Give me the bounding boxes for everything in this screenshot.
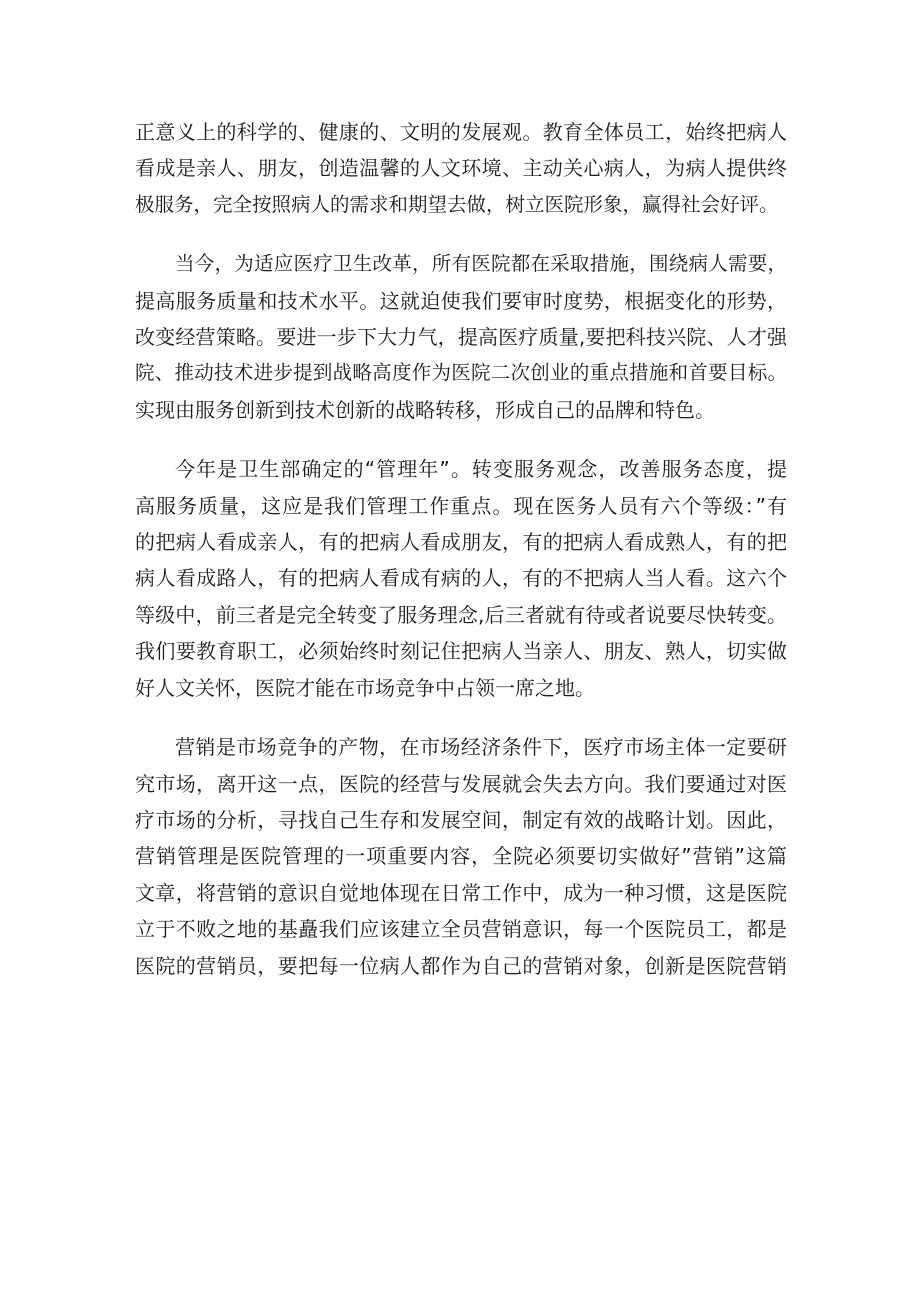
text-line: 我们要教育职工，必须始终时刻记住把病人当亲人、朋友、熟人，切实做	[135, 639, 787, 664]
text-line: 改变经营策略。要进一步下大力气，提高医疗质量,要把科技兴院、人才强	[135, 325, 787, 350]
text-line: 文章，将营销的意识自觉地体现在日常工作中，成为一种习惯，这是医院	[135, 880, 787, 905]
text-line: 当今，为适应医疗卫生改革，所有医院都在采取措施，围绕病人需要，	[175, 252, 787, 276]
paragraph-3	[135, 451, 787, 706]
text-line: 立于不败之地的基矗我们应该建立全员营销意识，每一个医院员工，都是	[135, 917, 787, 942]
text-line: 究市场，离开这一点，医院的经营与发展就会失去方向。我们要通过对医	[135, 771, 787, 796]
text-line: 医院的营销员，要把每一位病人都作为自己的营销对象，创新是医院营销	[135, 953, 787, 978]
paragraph-4	[135, 729, 787, 984]
text-line: 正意义上的科学的、健康的、文明的发展观。教育全体员工，始终把病人	[135, 120, 787, 144]
text-line: 实现由服务创新到技术创新的战略转移，形成自己的品牌和特色。	[135, 397, 715, 422]
text-line: 病人看成路人，有的把病人看成有病的人，有的不把病人当人看。这六个	[135, 566, 787, 591]
text-line: 好人文关怀，医院才能在市场竞争中占领一席之地。	[135, 675, 595, 700]
text-line: 极服务，完全按照病人的需求和期望去做，树立医院形象，赢得社会好评。	[135, 192, 779, 216]
text-line: 提高服务质量和技术水平。这就迫使我们要审时度势，根据变化的形势，	[135, 288, 787, 313]
text-line: 疗市场的分析，寻找自己生存和发展空间，制定有效的战略计划。因此，	[135, 807, 787, 832]
text-line: 的把病人看成亲人，有的把病人看成朋友，有的把病人看成熟人，有的把	[135, 530, 787, 555]
text-line: 院、推动技术进步提到战略高度作为医院二次创业的重点措施和首要目标。	[135, 361, 787, 385]
text-line: 营销管理是医院管理的一项重要内容，全院必须要切实做好”营销”这篇	[135, 844, 787, 869]
text-line: 高服务质量，这应是我们管理工作重点。现在医务人员有六个等级：”有	[135, 493, 787, 518]
text-line: 等级中，前三者是完全转变了服务理念,后三者就有待或者说要尽快转变。	[135, 602, 787, 627]
paragraph-1	[135, 114, 787, 223]
text-line: 今年是卫生部确定的“管理年”。转变服务观念，改善服务态度，提	[175, 457, 787, 482]
text-line: 营销是市场竞争的产物，在市场经济条件下，医疗市场主体一定要研	[175, 735, 787, 760]
document-body	[135, 114, 787, 1007]
paragraph-2	[135, 246, 787, 428]
text-line: 看成是亲人、朋友，创造温馨的人文环境、主动关心病人，为病人提供终	[135, 156, 787, 181]
